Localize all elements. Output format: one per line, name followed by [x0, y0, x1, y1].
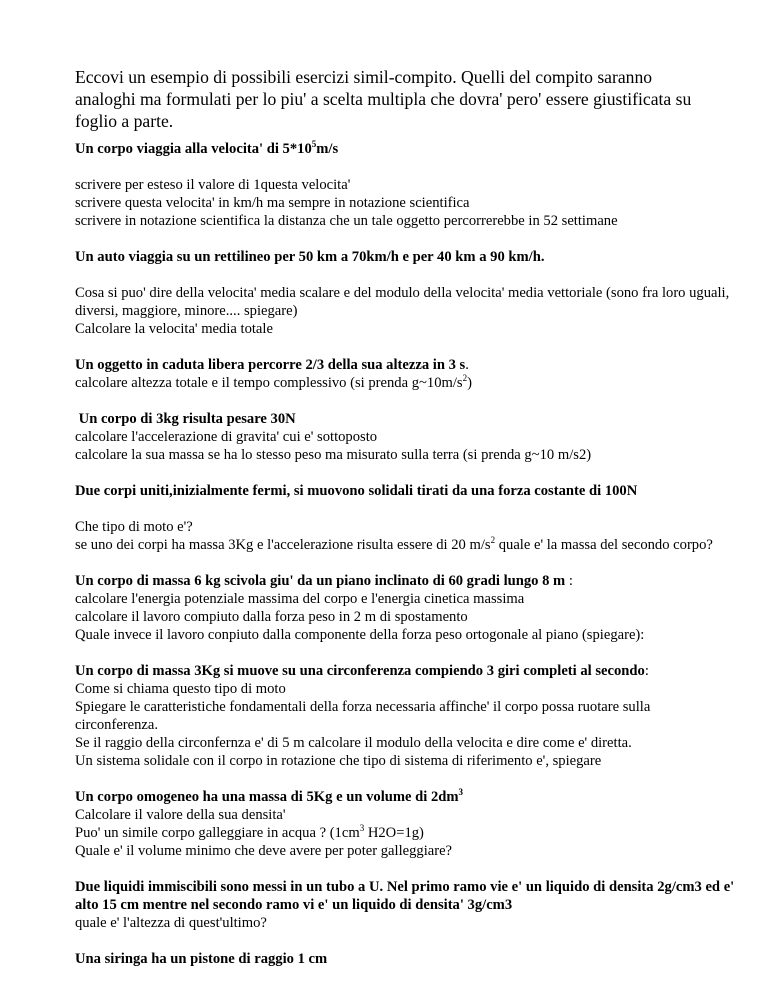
exercise-1	[75, 140, 735, 230]
exercise-7-question: Un corpo di massa 3Kg si muove su una circonferenza compiendo 3 giri completi al secondo:	[75, 663, 649, 679]
exercise-10-question: Una siringa ha un pistone di raggio 1 cm	[75, 951, 328, 967]
exercise-5-question: Due corpi uniti,inizialmente fermi, si muovono solidali tirati da una forza costante di 100N	[75, 483, 638, 499]
exercise-6-line: Quale invece il lavoro conpiuto dalla componente della forza peso ortogonale al piano (spiegare):	[75, 627, 645, 643]
exercise-6-question: Un corpo di massa 6 kg scivola giu' da un piano inclinato di 60 gradi lungo 8 m :	[75, 573, 573, 589]
exercise-4-question: Un corpo di 3kg risulta pesare 30N	[75, 411, 296, 427]
exercise-7	[75, 662, 735, 770]
exercise-2-line: Cosa si puo' dire della velocita' media scalare e del modulo della velocita' media vettoriale (sono fra loro uguali, diversi, maggiore, minore.... spiegare)	[75, 285, 730, 319]
exercise-7-line: Se il raggio della circonfernza e' di 5 m calcolare il modulo della velocita e dire come e' diretta.	[75, 735, 632, 751]
exercise-2-question: Un auto viaggia su un rettilineo per 50 km a 70km/h e per 40 km a 90 km/h.	[75, 249, 545, 265]
exercise-9-question: Due liquidi immiscibili sono messi in un tubo a U. Nel primo ramo vie e' un liquido di densita 2g/cm3 ed e' alto 15 cm mentre nel secondo ramo vi e' un liquido di densita' 3g/cm3	[75, 879, 735, 913]
exercise-9-line: quale e' l'altezza di quest'ultimo?	[75, 915, 267, 931]
exercise-6	[75, 572, 735, 644]
exercise-10	[75, 950, 735, 968]
exercise-5-line: Che tipo di moto e'?	[75, 519, 193, 535]
exercise-5	[75, 482, 735, 554]
intro-paragraph: Eccovi un esempio di possibili esercizi simil-compito. Quelli del compito saranno analoghi ma formulati per lo piu' a scelta multipla che dovra' pero' essere giustificata su foglio a parte.	[75, 67, 692, 131]
exercise-list	[75, 140, 735, 986]
exercise-1-line: scrivere per esteso il valore di 1questa velocita'	[75, 177, 351, 193]
exercise-5-line: se uno dei corpi ha massa 3Kg e l'accelerazione risulta essere di 20 $m/s^2$ quale e' la massa del secondo corpo?	[75, 535, 713, 553]
exercise-6-line: calcolare l'energia potenziale massima del corpo e l'energia cinetica massima	[75, 591, 525, 607]
exercise-2	[75, 248, 735, 338]
exercise-8-line: Quale e' il volume minimo che deve avere per poter galleggiare?	[75, 843, 453, 859]
exercise-3-line: calcolare altezza totale e il tempo complessivo (si prenda $g\sim 10m/s^2$)	[75, 373, 472, 391]
exercise-4-line: calcolare l'accelerazione di gravita' cui e' sottoposto	[75, 429, 378, 445]
exercise-9	[75, 878, 735, 932]
exercise-1-question: Un corpo viaggia alla velocita' di $5*10^5m/s$	[75, 139, 339, 157]
exercise-4	[75, 410, 735, 464]
exercise-4-line: calcolare la sua massa se ha lo stesso peso ma misurato sulla terra (si prenda g~10 m/s2)	[75, 447, 592, 463]
exercise-8	[75, 788, 735, 860]
exercise-7-line: Come si chiama questo tipo di moto	[75, 681, 286, 697]
exercise-2-line: Calcolare la velocita' media totale	[75, 321, 273, 337]
exercise-8-question: Un corpo omogeneo ha una massa di 5Kg e un volume di $2dm^3$	[75, 787, 464, 805]
exercise-1-line: scrivere in notazione scientifica la distanza che un tale oggetto percorrerebbe in 52 settimane	[75, 213, 618, 229]
exercise-1-line: scrivere questa velocita' in km/h ma sempre in notazione scientifica	[75, 195, 470, 211]
exercise-3-question: Un oggetto in caduta libera percorre 2/3 della sua altezza in 3 s.	[75, 357, 469, 373]
exercise-7-line: Spiegare le caratteristiche fondamentali della forza necessaria affinche' il corpo possa ruotare sulla circonferenza.	[75, 699, 651, 733]
exercise-3	[75, 356, 735, 392]
exercise-6-line: calcolare il lavoro compiuto dalla forza peso in 2 m di spostamento	[75, 609, 468, 625]
exercise-8-line: Puo' un simile corpo galleggiare in acqua ? ($1cm^3$ H2O=1g)	[75, 823, 424, 841]
exercise-7-line: Un sistema solidale con il corpo in rotazione che tipo di sistema di riferimento e', spiegare	[75, 753, 602, 769]
exercise-8-line: Calcolare il valore della sua densita'	[75, 807, 286, 823]
